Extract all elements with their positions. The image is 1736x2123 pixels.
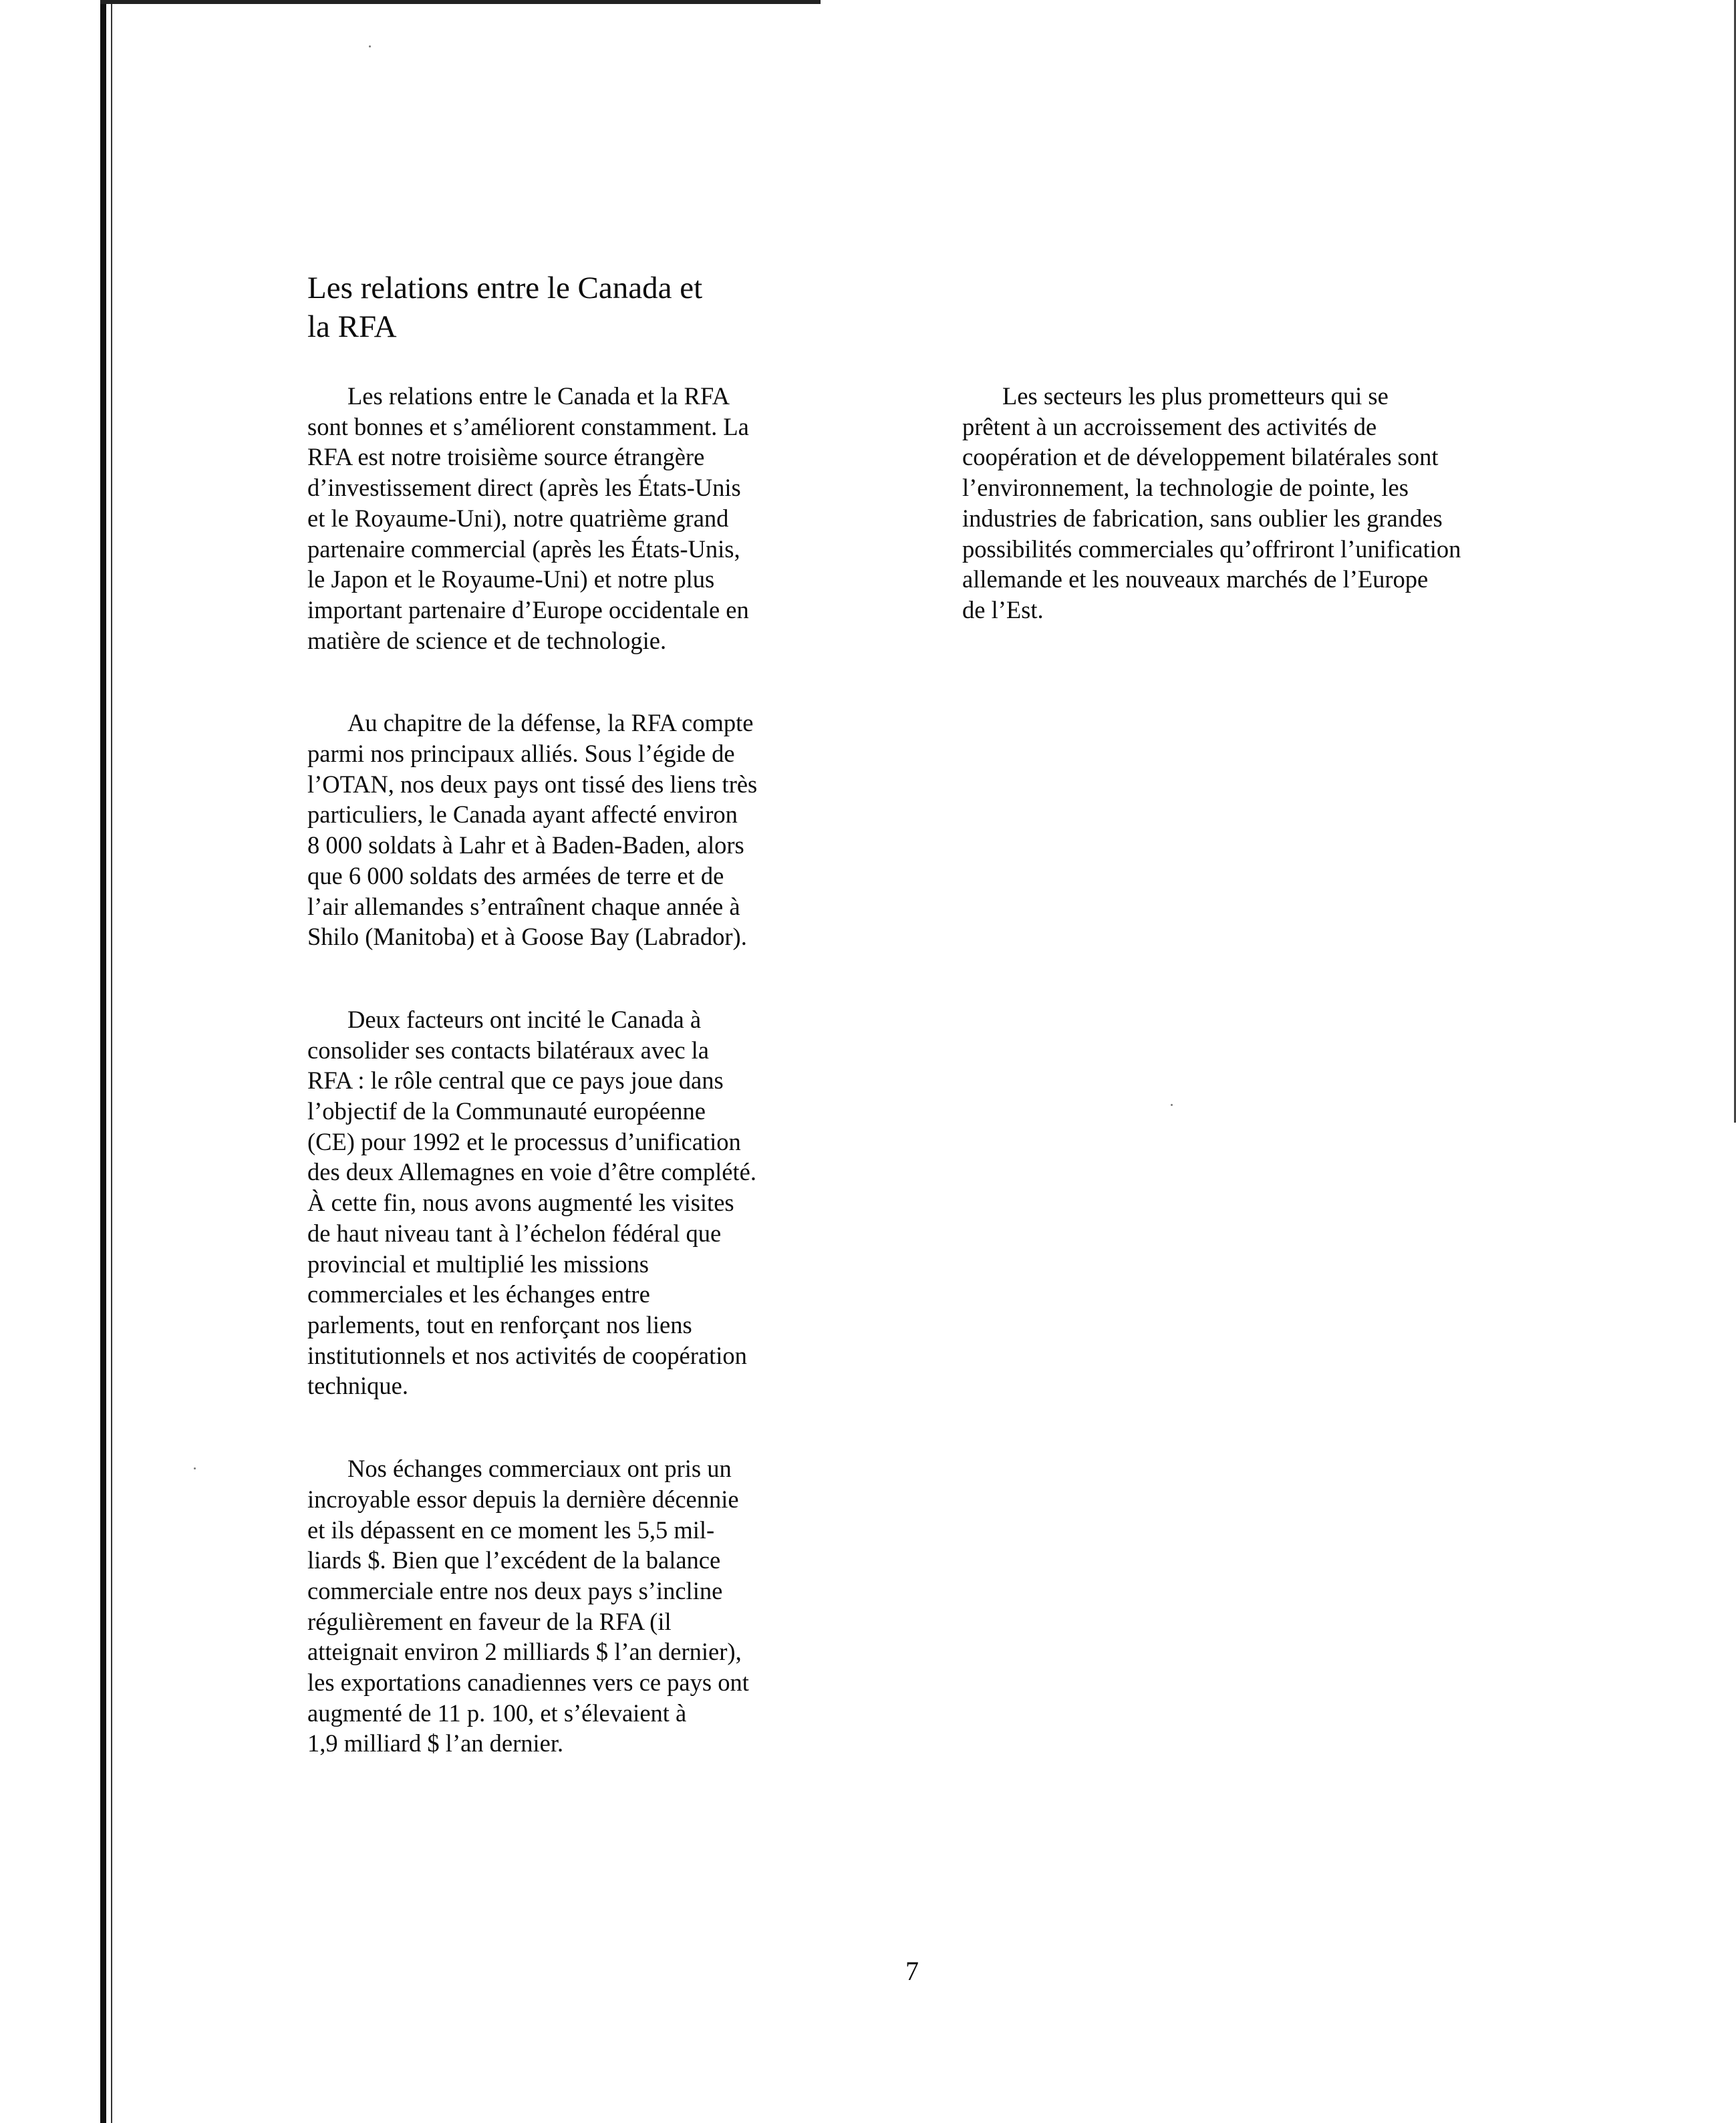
scan-speck <box>194 1467 196 1469</box>
left-column <box>307 381 882 1811</box>
paragraph-promising-sectors: Les secteurs les plus prometteurs qui se prêtent à un accroissement des activités de coopération et de développement bilatérales sont l’environnement, la technologie de pointe, les industries de fabrication, sans oublier les grandes possibilités commerciales qu’offriront l’unification allemande et les nouveaux marchés de l’Europe de l’Est. <box>962 382 1461 623</box>
right-column <box>962 381 1564 678</box>
scan-top-edge <box>100 0 821 4</box>
scan-speck <box>369 45 371 47</box>
paragraph-bilateral-contacts: Deux facteurs ont incité le Canada à consolider ses contacts bilatéraux avec la RFA : le rôle central que ce pays joue dans l’objectif de la Communauté européenne (CE) pour 1992 et le processus d’unification des deux Allemagnes en voie d’être complété. À cette fin, nous avons augmenté les visites de haut niveau tant à l’échelon fédéral que provincial et multiplié les missions commerciales et les échanges entre parlements, tout en renforçant nos liens institutionnels et nos activités de coopération technique. <box>307 1005 756 1400</box>
page-title: Les relations entre le Canada et la RFA <box>307 271 703 344</box>
page-number: 7 <box>905 1956 919 1986</box>
paragraph-trade: Nos échanges commerciaux ont pris un incroyable essor depuis la dernière décennie et ils dépassent en ce moment les 5,5 mil- liards $. Bien que l’excédent de la balance commerciale entre nos deux pays s’incline régulièrement en faveur de la RFA (il atteignait environ 2 milliards $ l’an dernier), les exportations canadiennes vers ce pays ont augmenté de 11 p. 100, et s’élevaient à 1,9 milliard $ l’an dernier. <box>307 1455 749 1757</box>
scan-speck <box>1171 1104 1173 1106</box>
scan-binding-line <box>111 0 112 2123</box>
paragraph-relations: Les relations entre le Canada et la RFA sont bonnes et s’améliorent constamment. La RFA est notre troisième source étrangère d’investissement direct (après les États-Unis et le Royaume-Uni), notre quatrième grand partenaire commercial (après les États-Unis, le Japon et le Royaume-Uni) et notre plus important partenaire d’Europe occidentale en matière de science et de technologie. <box>307 382 749 654</box>
paragraph-defense: Au chapitre de la défense, la RFA compte parmi nos principaux alliés. Sous l’égide de l’OTAN, nos deux pays ont tissé des liens très particuliers, le Canada ayant affecté environ 8 000 soldats à Lahr et à Baden-Baden, alors que 6 000 soldats des armées de terre et de l’air allemandes s’entraînent chaque année à Shilo (Manitoba) et à Goose Bay (Labrador). <box>307 709 758 951</box>
scan-binding-edge <box>100 0 106 2123</box>
